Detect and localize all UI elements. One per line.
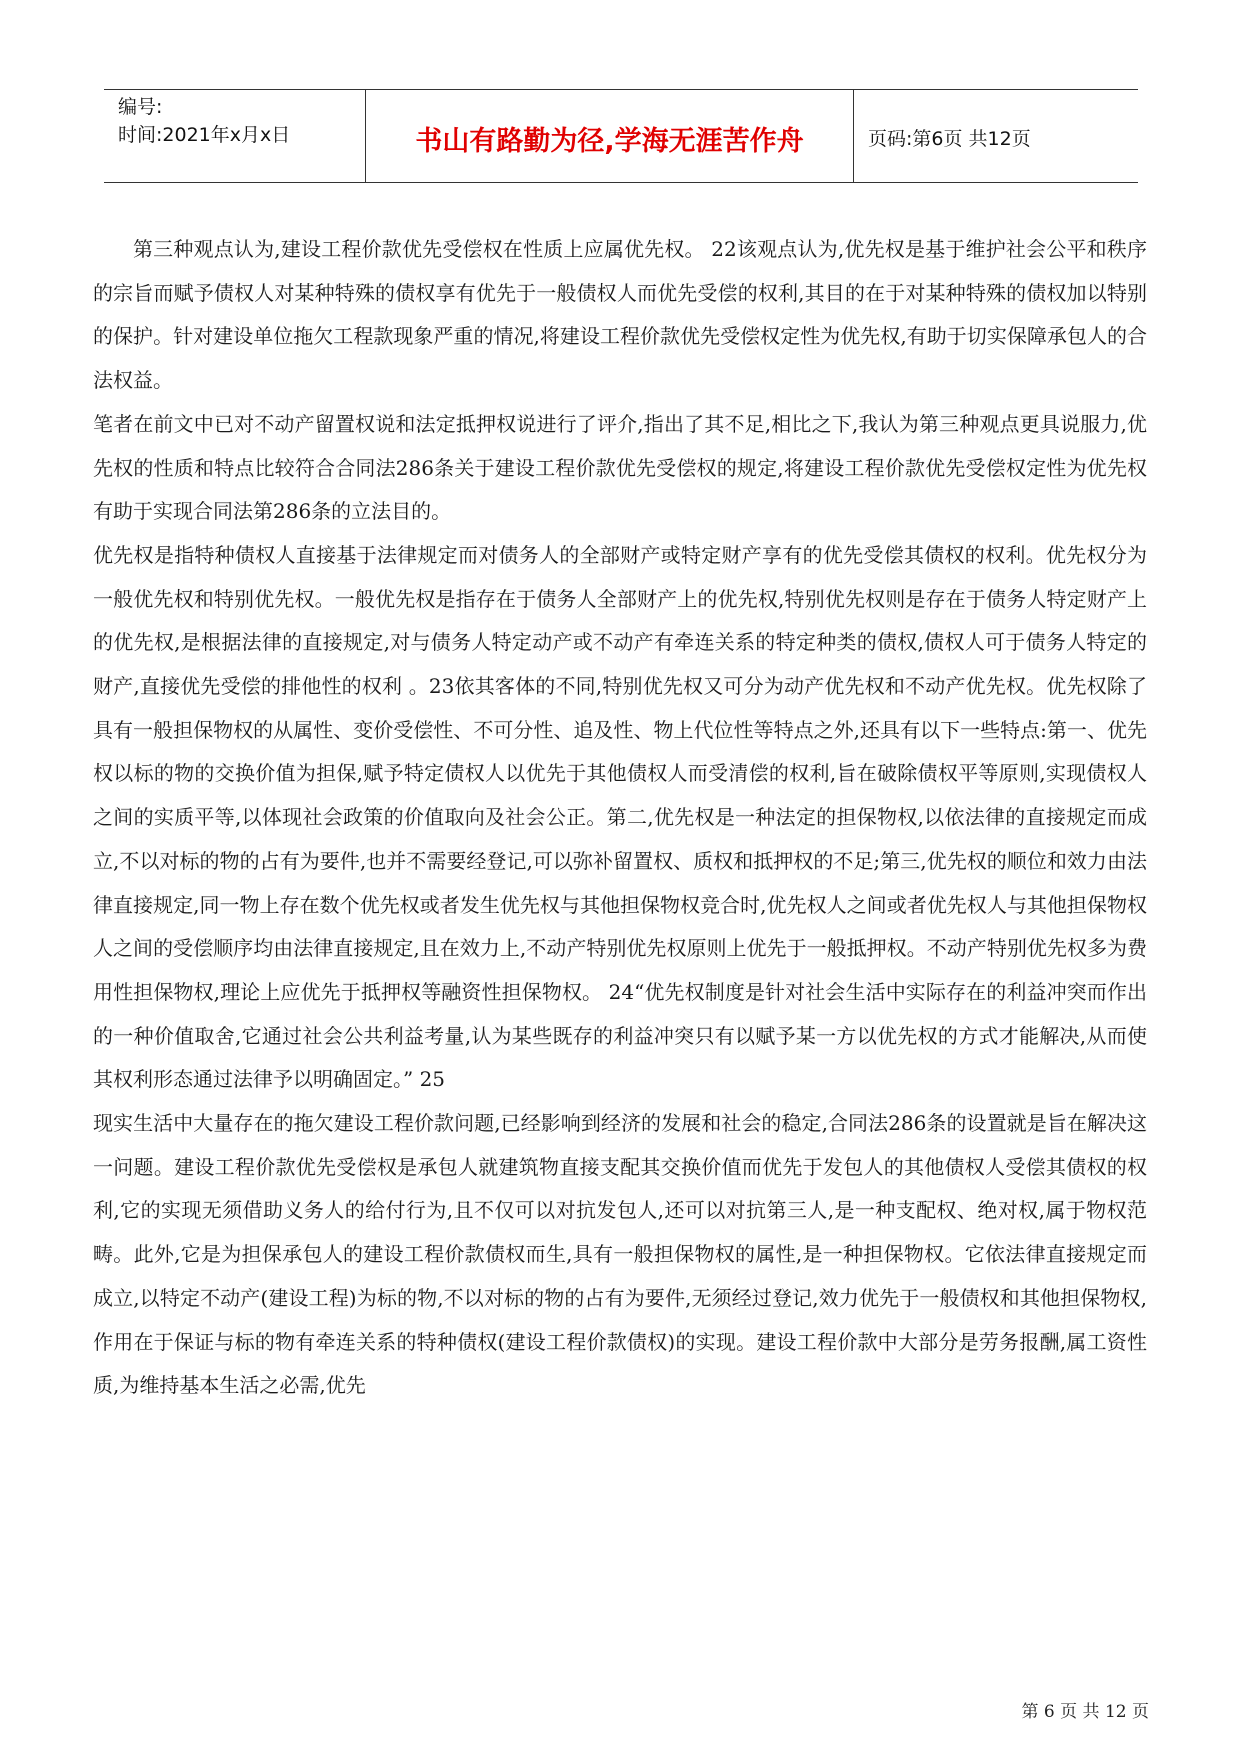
body-paragraph: 优先权是指特种债权人直接基于法律规定而对债务人的全部财产或特定财产享有的优先受偿其债权的权利。优先权分为一般优先权和特别优先权。一般优先权是指存在于债务人全部财产上的优先权,特别优先权则是存在于债务人特定财产上的优先权,是根据法律的直接规定,对与债务人特定动产或不动产有牵连关系的特定种类的债权,债权人可于债务人特定的财产,直接优先受偿的排他性的权利 。23依其客体的不同,特别优先权又可分为动产优先权和不动产优先权。优先权除了具有一般担保物权的从属性、变价受偿性、不可分性、追及性、物上代位性等特点之外,还具有以下一些特点:第一、优先权以标的物的交换价值为担保,赋予特定债权人以优先于其他债权人而受清偿的权利,旨在破除债权平等原则,实现债权人之间的实质平等,以体现社会政策的价值取向及社会公正。第二,优先权是一种法定的担保物权,以依法律的直接规定而成立,不以对标的物的占有为要件,也并不需要经登记,可以弥补留置权、质权和抵押权的不足;第三,优先权的顺位和效力由法律直接规定,同一物上存在数个优先权或者发生优先权与其他担保物权竞合时,优先权人之间或者优先权人与其他担保物权人之间的受偿顺序均由法律直接规定,且在效力上,不动产特别优先权原则上优先于一般抵押权。不动产特别优先权多为费用性担保物权,理论上应优先于抵押权等融资性担保物权。 24“优先权制度是针对社会生活中实际存在的利益冲突而作出的一种价值取舍,它通过社会公共利益考量,认为某些既存的利益冲突只有以赋予某一方以优先权的方式才能解决,从而使其权利形态通过法律予以明确固定。” 25: [93, 542, 1147, 1092]
body-paragraph: 第三种观点认为,建设工程价款优先受偿权在性质上应属优先权。 22该观点认为,优先权是基于维护社会公平和秩序的宗旨而赋予债权人对某种特殊的债权享有优先于一般债权人而优先受偿的权利,其目的在于对某种特殊的债权加以特别的保护。针对建设单位拖欠工程款现象严重的情况,将建设工程价款优先受偿权定性为优先权,有助于切实保障承包人的合法权益。: [93, 237, 1147, 393]
document-number-label: 编号:: [118, 96, 163, 118]
header-page-number: 页码:第6页 共12页: [868, 128, 1031, 150]
header-page-cell: [854, 90, 1138, 182]
header-motto: 书山有路勤为径,学海无涯苦作舟: [415, 126, 804, 157]
document-header: [104, 89, 1138, 183]
document-body: [93, 228, 1147, 1408]
body-paragraph: 笔者在前文中已对不动产留置权说和法定抵押权说进行了评介,指出了其不足,相比之下,我认为第三种观点更具说服力,优先权的性质和特点比较符合合同法286条关于建设工程价款优先受偿权的规定,将建设工程价款优先受偿权定性为优先权有助于实现合同法第286条的立法目的。: [93, 411, 1147, 524]
header-meta-cell: [104, 90, 366, 182]
header-motto-cell: [366, 90, 854, 182]
document-time-label: 时间:2021年x月x日: [118, 124, 291, 146]
footer-page-number: 第 6 页 共 12 页: [1021, 1702, 1149, 1722]
body-paragraph: 现实生活中大量存在的拖欠建设工程价款问题,已经影响到经济的发展和社会的稳定,合同法286条的设置就是旨在解决这一问题。建设工程价款优先受偿权是承包人就建筑物直接支配其交换价值而优先于发包人的其他债权人受偿其债权的权利,它的实现无须借助义务人的给付行为,且不仅可以对抗发包人,还可以对抗第三人,是一种支配权、绝对权,属于物权范畴。此外,它是为担保承包人的建设工程价款债权而生,具有一般担保物权的属性,是一种担保物权。它依法律直接规定而成立,以特定不动产(建设工程)为标的物,不以对标的物的占有为要件,无须经过登记,效力优先于一般债权和其他担保物权,作用在于保证与标的物有牵连关系的特种债权(建设工程价款债权)的实现。建设工程价款中大部分是劳务报酬,属工资性质,为维持基本生活之必需,优先: [93, 1111, 1147, 1398]
